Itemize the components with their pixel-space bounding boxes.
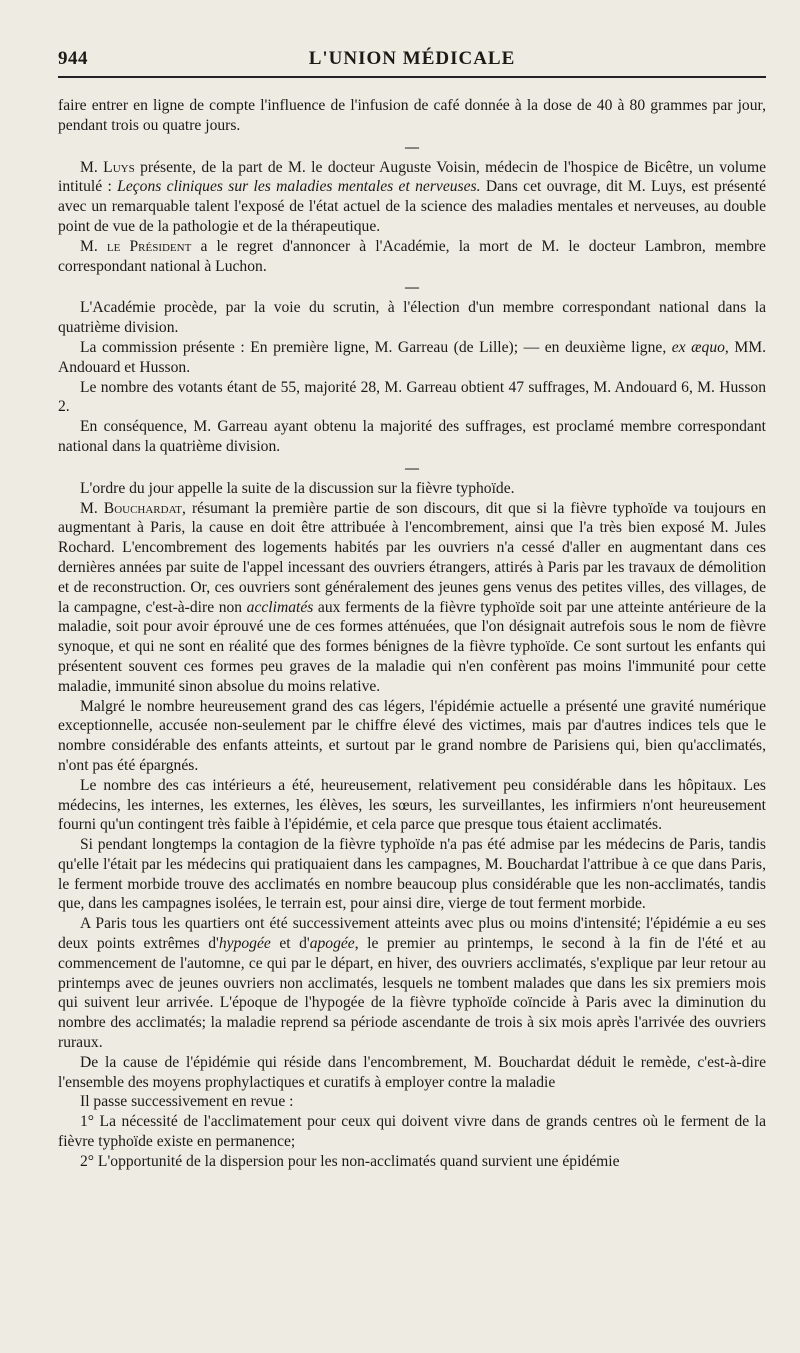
- paragraph: Le nombre des votants étant de 55, majorité 28, M. Garreau obtient 47 suffrages, M. Andouard 6, M. Husson 2.: [58, 378, 766, 416]
- paragraph-text: La commission présente : En première ligne, M. Garreau (de Lille); — en deuxième ligne,: [80, 338, 672, 356]
- paragraph-text: et d': [270, 935, 310, 953]
- emphasis: acclimatés: [246, 598, 314, 616]
- paragraph-bouchardat: [58, 499, 766, 697]
- paragraph-text: présente, de la part de M. le docteur Auguste Voisin, médecin de l'hospice de Bicêtre, un volume intitulé :: [58, 158, 766, 196]
- latin-phrase: ex æquo: [671, 338, 725, 356]
- book-title: Leçons cliniques sur les maladies mentales et nerveuses.: [117, 178, 481, 196]
- paragraph-text: aux ferments de la fièvre typhoïde soit par une atteinte antérieure de la maladie, soit pour avoir éprouvé une de ces formes atténuées, que l'on désignait autrefois sous le nom de fièvre synoque, et qui ne sont en réalité que des formes bénignes de la fièvre typhoïde. Ce sont surtout les enfants qui présentent souvent ces formes peu graves de la maladie qui n'en confèrent pas moins l'immunité pour cette maladie, immunité sinon absolue du moins relative.: [58, 598, 766, 695]
- paragraph-text: A Paris tous les quartiers ont été successivement atteints avec plus ou moins d'intensité; l'épidémie a eu ses deux points extrêmes d': [58, 915, 766, 953]
- paragraph: Le nombre des cas intérieurs a été, heureusement, relativement peu considérable dans les hôpitaux. Les médecins, les internes, les externes, les élèves, les sœurs, les surveillantes, les infirmiers n'ont heureusement fourni qu'un contingent très faible à l'épidémie, et cela parce que presque tous étaient acclimatés.: [58, 776, 766, 834]
- journal-title: L'UNION MÉDICALE: [308, 48, 516, 69]
- paragraph-text: , le premier au printemps, le second à la fin de l'été et au commencement de l'automne, ce qui par le départ, en hiver, des ouvriers acclimatés, s'explique par leur retour au printemps avec de jeunes ouvriers non acclimatés, lesquels ne tombent malades que dans les six premiers mois qui suivent leur arrivée. L'époque de l'hypogée de la fièvre typhoïde coïncide à Paris avec la diminution du nombre des acclimatés; la maladie reprend sa période ascendante de trois à six mois après l'arrivée des ouvriers ruraux.: [58, 935, 766, 1052]
- paragraph: Malgré le nombre heureusement grand des cas légers, l'épidémie actuelle a présenté une gravité numérique exceptionnelle, accusée non-seulement par le chiffre élevé des victimes, mais par d'autres indices tels que le nombre considérable des enfants atteints, et surtout par le grand nombre de Parisiens qui, bien qu'acclimatés, n'ont pas été épargnés.: [58, 697, 766, 774]
- list-item: 1° La nécessité de l'acclimatement pour ceux qui doivent vivre dans de grands centres où le ferment de la fièvre typhoïde existe en permanence;: [58, 1113, 766, 1151]
- paragraph-text: , MM. Andouard et Husson.: [58, 338, 766, 376]
- emphasis: apogée: [309, 935, 355, 953]
- page-header: [58, 42, 766, 78]
- paragraph-luys: [58, 158, 766, 237]
- paragraph: En conséquence, M. Garreau ayant obtenu la majorité des suffrages, est proclamé membre correspondant national dans la quatrième division.: [58, 418, 766, 455]
- list-item: 2° L'opportunité de la dispersion pour les non-acclimatés quand survient une épidémie: [80, 1152, 620, 1170]
- article-body: [58, 96, 766, 1172]
- paragraph-commission: [58, 338, 766, 378]
- separator-dash: —: [405, 280, 419, 296]
- paragraph-text: , résumant la première partie de son discours, dit que si la fièvre typhoïde va toujours en augmentant à Paris, la cause en doit être attribuée à l'encombrement, ainsi que l'a très bien exposé M. Jules Rochard. L'encombrement des logements habités par les ouvriers n'a cessé d'aller en augmentant dans ces dernières années par suite de l'appel incessant des ouvriers étrangers, attirés à Paris par les travaux de démolition et de reconstruction. Or, ces ouvriers sont généralement des jeunes gens venus des petites villes, des villages, de la campagne, c'est-à-dire non: [58, 499, 766, 616]
- separator-dash: —: [405, 139, 419, 155]
- paragraph: L'Académie procède, par la voie du scrutin, à l'élection d'un membre correspondant national dans la quatrième division.: [58, 299, 766, 337]
- separator-dash: —: [405, 460, 419, 476]
- speaker-name: M. Bouchardat: [80, 499, 183, 517]
- page-number: 944: [58, 48, 88, 69]
- paragraph: L'ordre du jour appelle la suite de la discussion sur la fièvre typhoïde.: [80, 479, 515, 497]
- paragraph-hypogee: [58, 914, 766, 1053]
- speaker-name: M. Luys: [80, 158, 135, 176]
- paragraph: faire entrer en ligne de compte l'influence de l'infusion de café donnée à la dose de 40 à 80 grammes par jour, pendant trois ou quatre jours.: [58, 97, 766, 134]
- paragraph-text: a le regret d'annoncer à l'Académie, la mort de M. le docteur Lambron, membre correspondant national à Luchon.: [58, 237, 766, 275]
- paragraph: Il passe successivement en revue :: [80, 1093, 294, 1111]
- speaker-name: M. le Président: [80, 237, 192, 255]
- paragraph-text: Dans cet ouvrage, dit M. Luys, est présenté avec un remarquable talent l'exposé de l'état actuel de la science des maladies mentales et nerveuses, au double point de vue de la pathologie et de la thérapeutique.: [58, 178, 766, 235]
- paragraph-president: [58, 237, 766, 277]
- paragraph: De la cause de l'épidémie qui réside dans l'encombrement, M. Bouchardat déduit le remède, c'est-à-dire l'ensemble des moyens prophylactiques et curatifs à employer contre la maladie: [58, 1053, 766, 1091]
- paragraph: Si pendant longtemps la contagion de la fièvre typhoïde n'a pas été admise par les médecins de Paris, tandis qu'elle l'était par les médecins qui pratiquaient dans les campagnes, M. Bouchardat l'attribue à ce que dans Paris, le ferment morbide trouve des acclimatés en nombre beaucoup plus considérable que les non-acclimatés, tandis que, dans les campagnes isolées, le terrain est, pour ainsi dire, vierge de tout ferment morbide.: [58, 836, 766, 913]
- emphasis: hypogée: [218, 935, 271, 953]
